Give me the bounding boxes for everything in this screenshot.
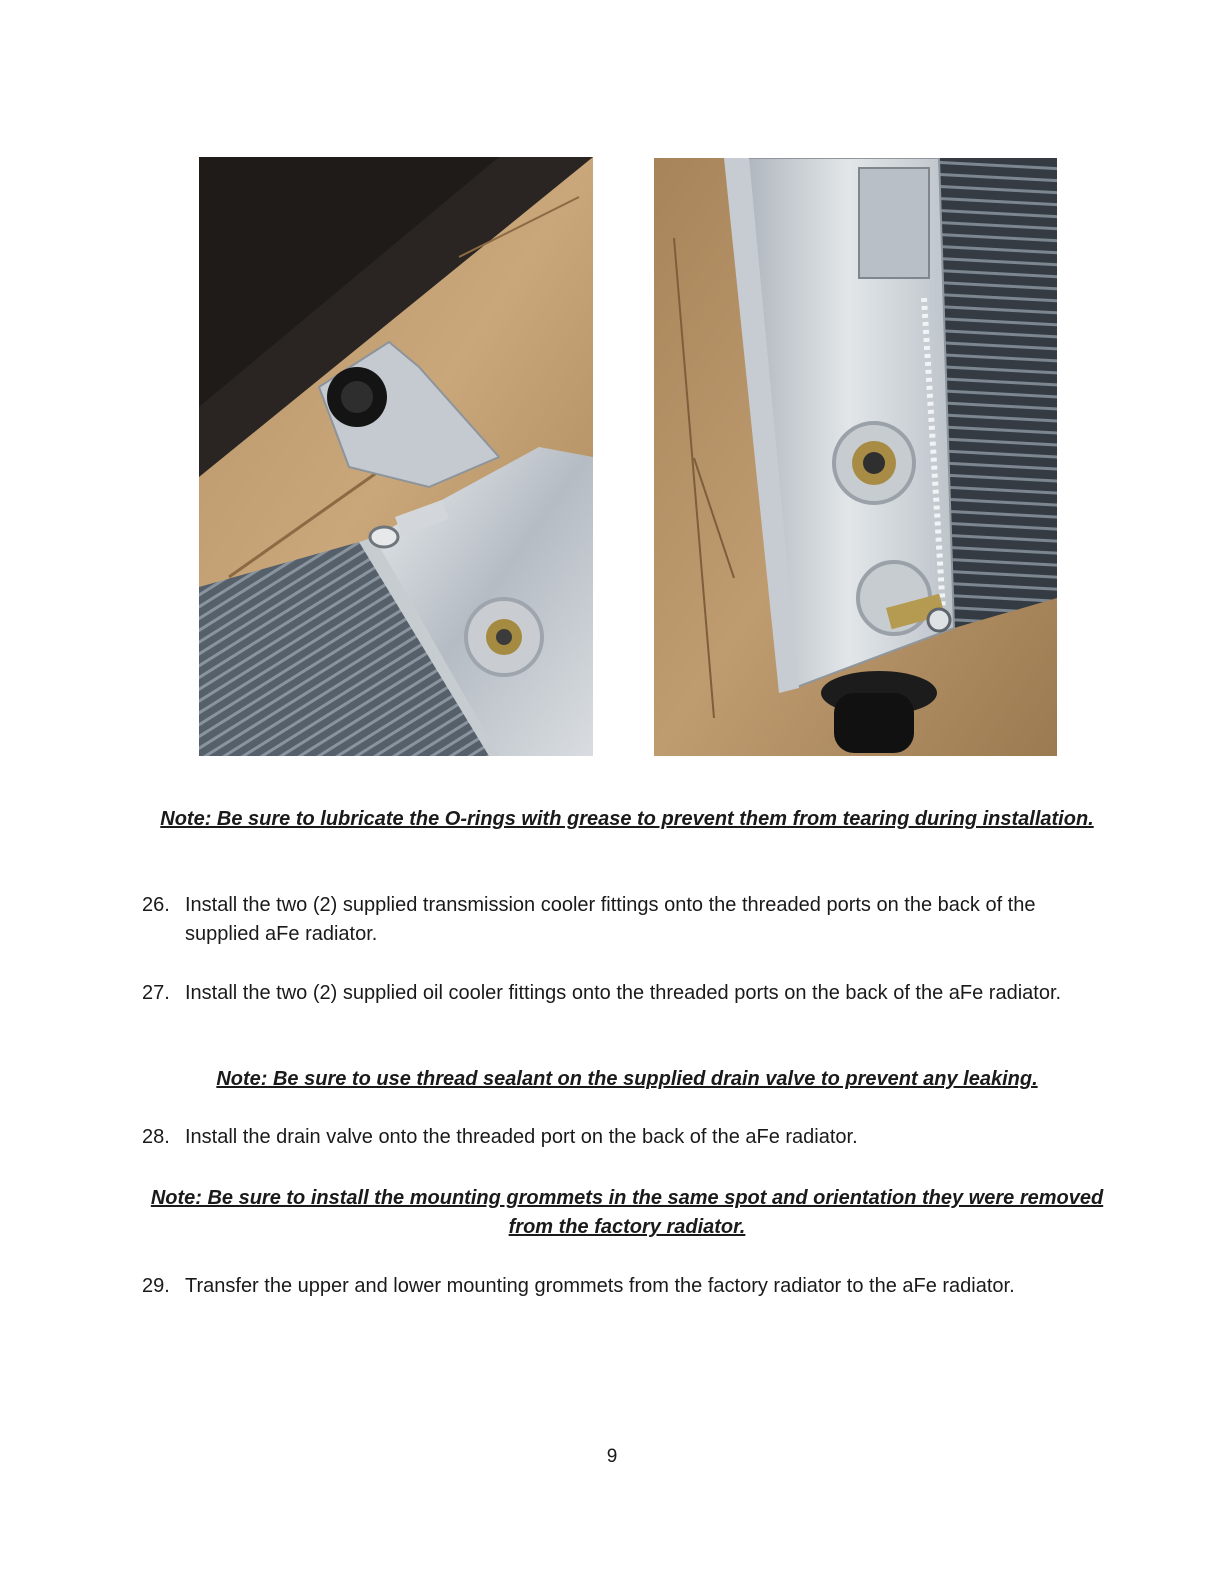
step-text: Install the two (2) supplied transmission cooler fittings onto the threaded ports on the back of the supplied aFe radiator. bbox=[185, 894, 1036, 945]
step-26 bbox=[142, 891, 1082, 949]
step-number: 28. bbox=[142, 1126, 170, 1148]
step-27 bbox=[142, 979, 1082, 1008]
note-mounting-grommets: Note: Be sure to install the mounting grommets in the same spot and orientation they were removed from the factory radiator. bbox=[150, 1187, 1104, 1238]
step-number: 27. bbox=[142, 982, 170, 1004]
step-29 bbox=[142, 1272, 1082, 1301]
note-thread-sealant: Note: Be sure to use thread sealant on the supplied drain valve to prevent any leaking. bbox=[216, 1068, 1038, 1090]
step-text: Install the drain valve onto the threaded port on the back of the aFe radiator. bbox=[185, 1126, 858, 1148]
radiator-fittings-photo bbox=[654, 158, 1057, 756]
step-28 bbox=[142, 1123, 1082, 1152]
step-text: Install the two (2) supplied oil cooler fittings onto the threaded ports on the back of the aFe radiator. bbox=[185, 982, 1062, 1004]
step-number: 29. bbox=[142, 1275, 170, 1297]
step-text: Transfer the upper and lower mounting grommets from the factory radiator to the aFe radiator. bbox=[185, 1275, 1015, 1297]
radiator-bracket-photo bbox=[199, 157, 593, 756]
step-number: 26. bbox=[142, 894, 170, 916]
note-lubricate-o-rings: Note: Be sure to lubricate the O-rings with grease to prevent them from tearing during installation. bbox=[160, 808, 1094, 830]
page-number: 9 bbox=[606, 1446, 618, 1467]
